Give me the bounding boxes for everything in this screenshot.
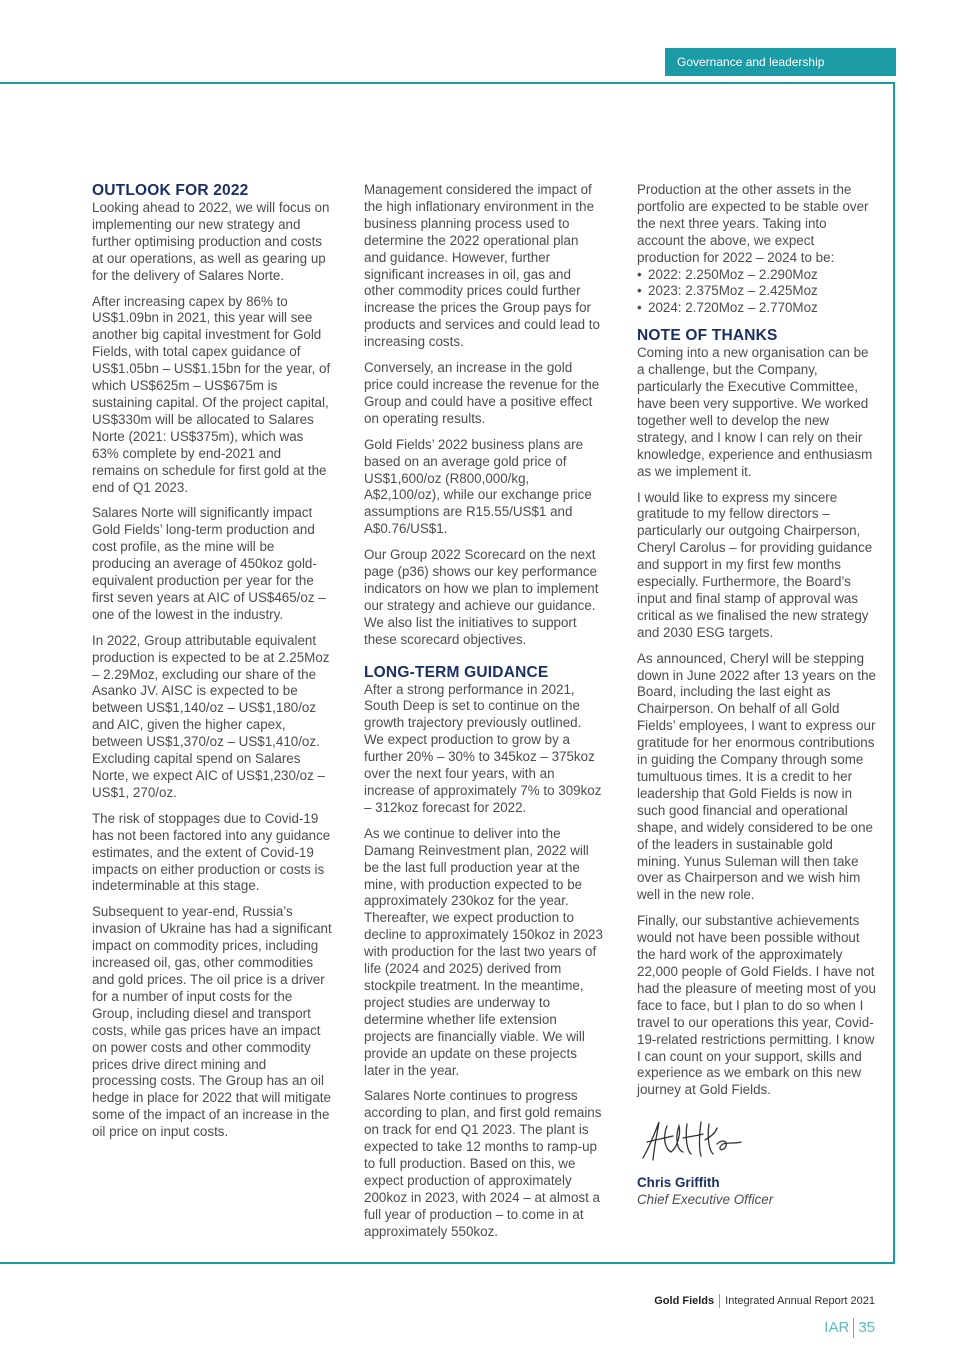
footer-page	[600, 1318, 875, 1338]
production-guidance-list	[637, 267, 877, 318]
signatory-name: Chris Griffith	[637, 1175, 720, 1191]
paragraph: Production at the other assets in the portfolio are expected to be stable over the next three years. Taking into account the above, we expect production for 2022 – 2024 to be:	[637, 182, 869, 265]
signatory-title: Chief Executive Officer	[637, 1192, 774, 1208]
paragraph: Salares Norte will significantly impact Gold Fields’ long-term production and cost profile, as the mine will be producing an average of 450koz gold-equivalent production per year for the first seven years at AIC of US$465/oz – one of the lowest in the industry.	[92, 505, 326, 622]
paragraph: Gold Fields’ 2022 business plans are based on an average gold price of US$1,600/oz (R800,000/kg, A$2,100/oz), while our exchange price assumptions are R15.55/US$1 and A$0.76/US$1.	[364, 436, 592, 537]
list-item: • 2024: 2.720Moz – 2.770Moz	[637, 300, 877, 317]
footer-brand	[600, 1294, 875, 1308]
column-3	[637, 182, 877, 1209]
paragraph: As announced, Cheryl will be stepping down in June 2022 after 13 years on the Board, including the last eight as Chairperson. On behalf of all Gold Fields’ employees, I want to express our gratitude for her enormous contributions in guiding the Company through some tumultuous times. It is a credit to her leadership that Gold Fields is now in such good financial and operational shape, and widely considered to be one of the leaders in sustainable gold mining. Yunus Suleman will then take over as Chairperson and we wish him well in the new role.	[637, 650, 876, 903]
long-term-guidance-heading: LONG-TERM GUIDANCE	[364, 663, 549, 681]
paragraph: The risk of stoppages due to Covid-19 has not been factored into any guidance estimates, and the extent of Covid-19 impacts on either production or costs is indeterminable at this stage.	[92, 810, 331, 894]
paragraph: Our Group 2022 Scorecard on the next page (p36) shows our key performance indicators on how we plan to implement our strategy and achieve our guidance. We also list the initiatives to support these scorecard objectives.	[364, 547, 599, 647]
list-item: • 2022: 2.250Moz – 2.290Moz	[637, 267, 877, 284]
paragraph: Management considered the impact of the high inflationary environment in the business planning process used to determine the 2022 operational plan and guidance. However, further significant increases in oil, gas and other commodity prices could further increase the prices the Group pays for products and services and could lead to increasing costs.	[364, 182, 600, 350]
paragraph: Looking ahead to 2022, we will focus on implementing our new strategy and further optimising production and costs at our operations, as well as gearing up for the delivery of Salares Norte.	[92, 200, 330, 283]
paragraph: As we continue to deliver into the Damang Reinvestment plan, 2022 will be the last full production year at the mine, with production expected to be approximately 230koz for the year. Thereafter, we expect production to decline to approximately 150koz in 2023 with production for the last two years of life (2024 and 2025) derived from stockpile treatment. In the meantime, project studies are underway to determine whether life extension projects are financially viable. We will provide an update on these projects later in the year.	[364, 825, 603, 1078]
page-number: 35	[858, 1318, 875, 1336]
paragraph: I would like to express my sincere gratitude to my fellow directors – particularly our outgoing Chairperson, Cheryl Carolus – for providing guidance and support in my first few months especially. Furthermore, the Board’s input and final stamp of approval was critical as we finalised the new strategy and 2030 ESG targets.	[637, 489, 873, 640]
column-1	[92, 182, 332, 1150]
company-name: Gold Fields	[654, 1294, 715, 1307]
list-item: • 2023: 2.375Moz – 2.425Moz	[637, 283, 877, 300]
paragraph: Subsequent to year-end, Russia’s invasion of Ukraine has had a significant impact on commodity prices, including increased oil, gas, other commodities and gold prices. The oil price is a driver for a number of input costs for the Group, including diesel and transport costs, while gas prices have an impact on power costs and other commodity prices drive direct mining and processing costs. The Group has an oil hedge in place for 2022 that will mitigate some of the impact of an increase in the oil price on input costs.	[92, 904, 332, 1140]
signature-image	[637, 1114, 747, 1166]
outlook-heading: OUTLOOK FOR 2022	[92, 182, 249, 199]
report-title: Integrated Annual Report 2021	[725, 1294, 875, 1307]
footer-label: IAR	[824, 1318, 850, 1336]
paragraph: In 2022, Group attributable equivalent production is expected to be at 2.25Moz – 2.29Moz, excluding our share of the Asanko JV. AISC is expected to be between US$1,140/oz – US$1,180/oz and AIC, given the higher capex, between US$1,370/oz – US$1,410/oz. Excluding capital spend on Salares Norte, we expect AIC of US$1,230/oz – US$1, 270/oz.	[92, 632, 330, 800]
paragraph: Finally, our substantive achievements would not have been possible without the hard work of the approximately 22,000 people of Gold Fields. I have not had the pleasure of meeting most of you face to face, but I plan to do so when I travel to our operations this year, Covid-19-related restrictions permitting. I know I can count on your support, skills and experience as we embark on this new journey at Gold Fields.	[637, 913, 876, 1098]
section-tab: Governance and leadership	[665, 48, 896, 76]
paragraph: Salares Norte continues to progress according to plan, and first gold remains on track for end Q1 2023. The plant is expected to take 12 months to ramp-up to full production. Based on this, we expect production of approximately 200koz in 2023, with 2024 – at almost a full year of production – to come in at approximately 550koz.	[364, 1088, 602, 1239]
paragraph: After a strong performance in 2021, South Deep is set to continue on the growth trajectory previously outlined. We expect production to grow by a further 20% – 30% to 345koz – 375koz over the next four years, with an increase of approximately 7% to 309koz – 312koz forecast for 2022.	[364, 681, 602, 815]
paragraph: After increasing capex by 86% to US$1.09bn in 2021, this year will see another big capital investment for Gold Fields, with total capex guidance of US$1.05bn – US$1.15bn for the year, of which US$625m – US$675m is sustaining capital. Of the project capital, US$330m will be allocated to Salares Norte (2021: US$375m), which was 63% complete by end-2021 and remains on schedule for first gold at the end of Q1 2023.	[92, 293, 331, 495]
paragraph: Coming into a new organisation can be a challenge, but the Company, particularly the Executive Committee, have been very supportive. We worked together well to develop the new strategy, and I know I can rely on their knowledge, experience and enthusiasm as we implement it.	[637, 345, 873, 479]
column-2	[364, 182, 604, 1250]
note-of-thanks-heading: NOTE OF THANKS	[637, 327, 778, 345]
paragraph: Conversely, an increase in the gold price could increase the revenue for the Group and could have a positive effect on operating results.	[364, 360, 600, 426]
